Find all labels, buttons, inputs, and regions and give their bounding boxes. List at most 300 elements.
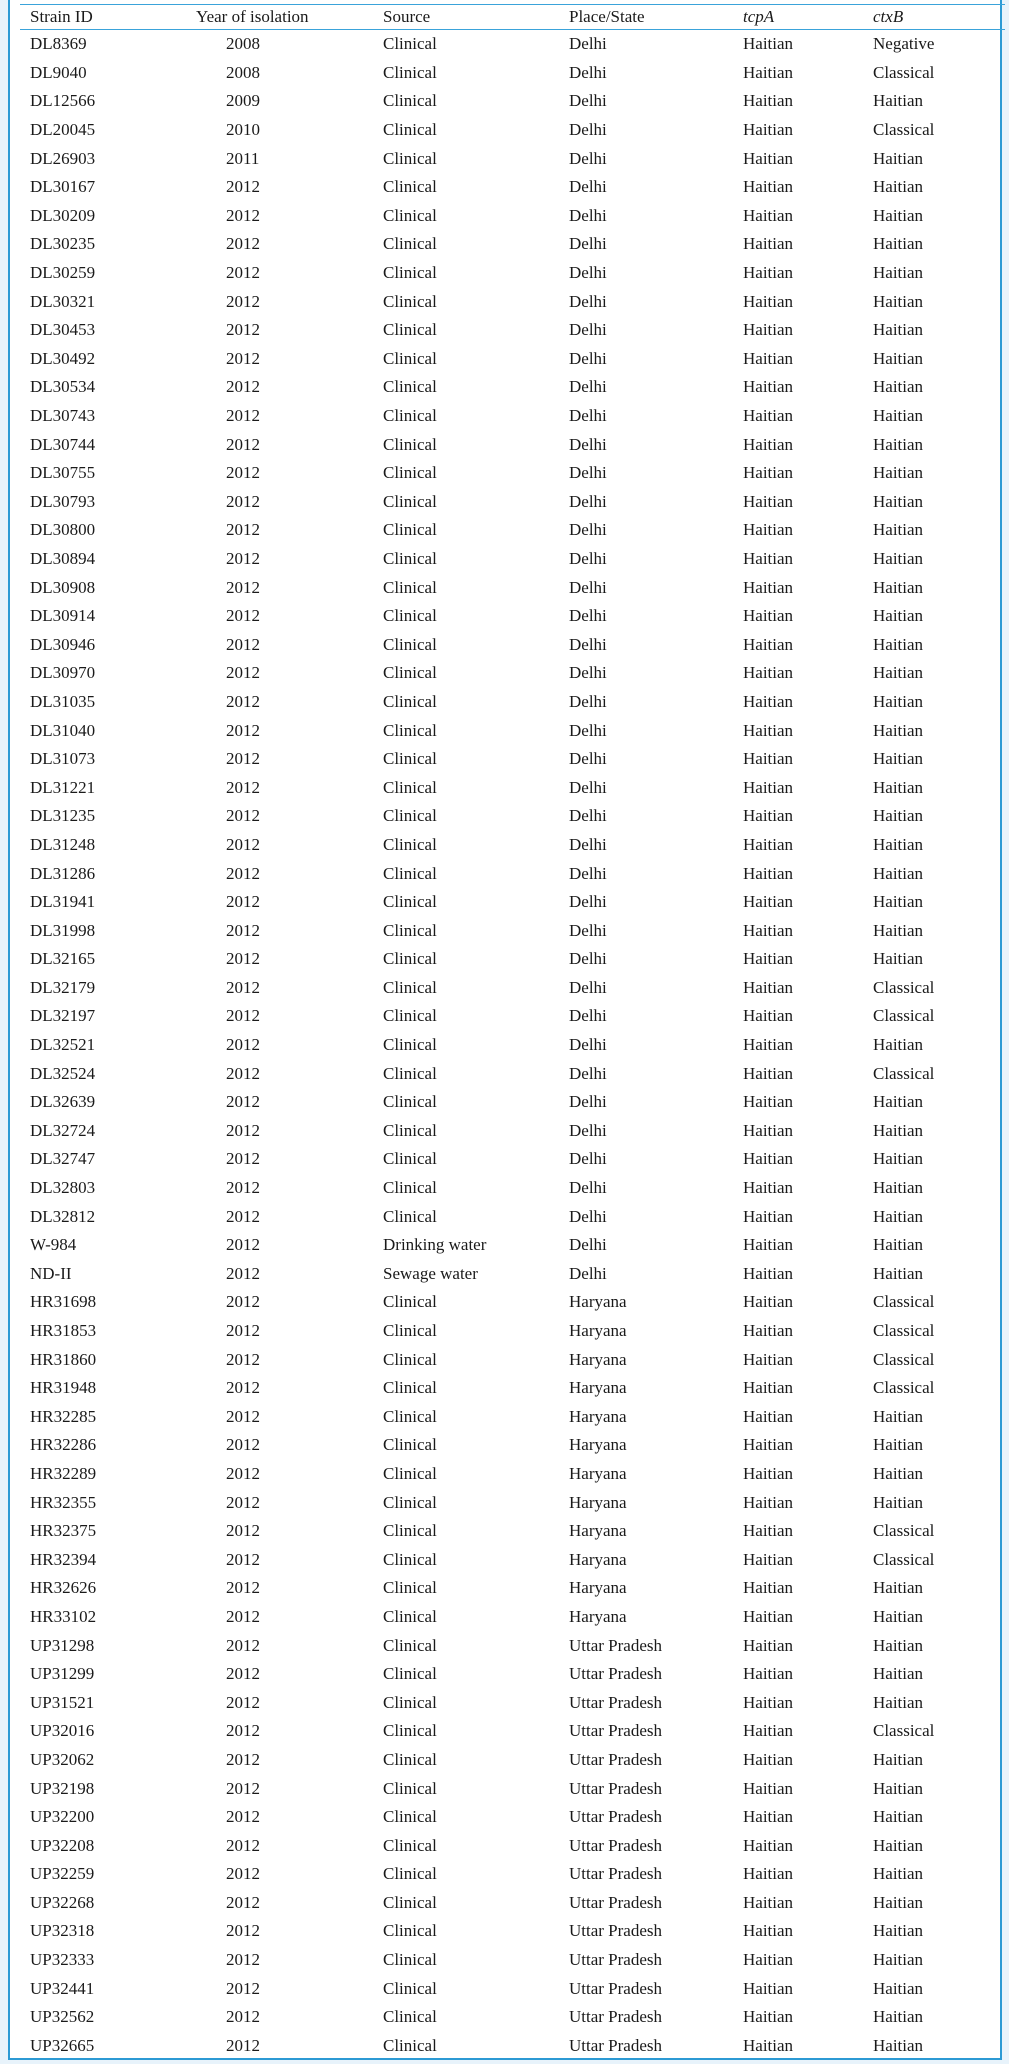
cell-year: 2012 [226, 406, 260, 426]
cell-tcpa: Haitian [743, 1892, 794, 1912]
table-row [20, 916, 1005, 945]
table-row [20, 859, 1005, 888]
cell-tcpa: Haitian [743, 834, 794, 854]
cell-ctxb: Haitian [873, 1892, 924, 1912]
cell-tcpa: Haitian [743, 234, 794, 254]
cell-year: 2012 [226, 1006, 260, 1026]
cell-strain-id: DL26903 [30, 148, 96, 168]
cell-place: Haryana [569, 1349, 627, 1369]
cell-tcpa: Haitian [743, 920, 794, 940]
table-row [20, 345, 1005, 374]
cell-ctxb: Classical [873, 1378, 935, 1398]
cell-ctxb: Haitian [873, 1406, 924, 1426]
cell-source: Clinical [383, 1321, 437, 1341]
cell-place: Delhi [569, 691, 607, 711]
cell-strain-id: HR32375 [30, 1521, 97, 1541]
cell-tcpa: Haitian [743, 1063, 794, 1083]
cell-tcpa: Haitian [743, 663, 794, 683]
cell-year: 2012 [226, 1321, 260, 1341]
cell-source: Clinical [383, 920, 437, 940]
cell-tcpa: Haitian [743, 1521, 794, 1541]
cell-place: Delhi [569, 777, 607, 797]
cell-source: Clinical [383, 491, 437, 511]
cell-ctxb: Classical [873, 1321, 935, 1341]
cell-strain-id: DL30743 [30, 406, 96, 426]
cell-year: 2012 [226, 377, 260, 397]
cell-source: Clinical [383, 634, 437, 654]
cell-place: Delhi [569, 1149, 607, 1169]
cell-ctxb: Haitian [873, 1435, 924, 1455]
table-row [20, 1603, 1005, 1632]
cell-tcpa: Haitian [743, 1721, 794, 1741]
cell-tcpa: Haitian [743, 1263, 794, 1283]
cell-strain-id: DL31998 [30, 920, 96, 940]
header-tcpa: tcpA [743, 5, 873, 30]
cell-place: Delhi [569, 749, 607, 769]
table-row [20, 373, 1005, 402]
cell-year: 2012 [226, 1406, 260, 1426]
cell-strain-id: DL32521 [30, 1035, 96, 1055]
cell-tcpa: Haitian [743, 892, 794, 912]
cell-ctxb: Haitian [873, 320, 924, 340]
cell-place: Haryana [569, 1606, 627, 1626]
cell-year: 2012 [226, 348, 260, 368]
cell-place: Uttar Pradesh [569, 1635, 663, 1655]
table-row [20, 602, 1005, 631]
cell-strain-id: DL30259 [30, 263, 96, 283]
cell-strain-id: DL32197 [30, 1006, 96, 1026]
table-row [20, 1374, 1005, 1403]
cell-strain-id: DL30453 [30, 320, 96, 340]
cell-tcpa: Haitian [743, 520, 794, 540]
cell-tcpa: Haitian [743, 1549, 794, 1569]
cell-ctxb: Classical [873, 1063, 935, 1083]
cell-source: Clinical [383, 463, 437, 483]
cell-tcpa: Haitian [743, 348, 794, 368]
cell-tcpa: Haitian [743, 120, 794, 140]
cell-ctxb: Haitian [873, 834, 924, 854]
cell-strain-id: DL8369 [30, 34, 87, 54]
cell-ctxb: Haitian [873, 1778, 924, 1798]
cell-ctxb: Haitian [873, 691, 924, 711]
table-row [20, 831, 1005, 860]
cell-place: Delhi [569, 606, 607, 626]
cell-year: 2012 [226, 548, 260, 568]
cell-tcpa: Haitian [743, 1921, 794, 1941]
cell-ctxb: Classical [873, 62, 935, 82]
table-row [20, 1145, 1005, 1174]
cell-place: Delhi [569, 320, 607, 340]
cell-source: Clinical [383, 1692, 437, 1712]
cell-tcpa: Haitian [743, 177, 794, 197]
cell-ctxb: Haitian [873, 949, 924, 969]
table-row [20, 1317, 1005, 1346]
cell-place: Delhi [569, 720, 607, 740]
table-row [20, 945, 1005, 974]
cell-strain-id: DL32812 [30, 1206, 96, 1226]
cell-source: Clinical [383, 1035, 437, 1055]
cell-strain-id: DL31040 [30, 720, 96, 740]
cell-source: Clinical [383, 2035, 437, 2055]
cell-ctxb: Haitian [873, 2007, 924, 2027]
cell-year: 2012 [226, 1521, 260, 1541]
cell-tcpa: Haitian [743, 977, 794, 997]
cell-strain-id: UP32198 [30, 1778, 95, 1798]
cell-place: Uttar Pradesh [569, 1721, 663, 1741]
table-row [20, 1059, 1005, 1088]
cell-source: Clinical [383, 1092, 437, 1112]
cell-strain-id: DL12566 [30, 91, 96, 111]
cell-ctxb: Classical [873, 1721, 935, 1741]
cell-tcpa: Haitian [743, 577, 794, 597]
cell-tcpa: Haitian [743, 863, 794, 883]
cell-ctxb: Classical [873, 1549, 935, 1569]
cell-source: Clinical [383, 91, 437, 111]
table-row [20, 459, 1005, 488]
cell-tcpa: Haitian [743, 749, 794, 769]
cell-tcpa: Haitian [743, 606, 794, 626]
table-row [20, 116, 1005, 145]
cell-place: Uttar Pradesh [569, 1749, 663, 1769]
cell-place: Delhi [569, 377, 607, 397]
cell-tcpa: Haitian [743, 463, 794, 483]
cell-place: Delhi [569, 892, 607, 912]
cell-place: Delhi [569, 120, 607, 140]
cell-place: Delhi [569, 205, 607, 225]
cell-strain-id: DL31221 [30, 777, 96, 797]
cell-source: Clinical [383, 749, 437, 769]
cell-place: Uttar Pradesh [569, 1778, 663, 1798]
table-row [20, 688, 1005, 717]
cell-source: Drinking water [383, 1235, 487, 1255]
table-row [20, 1202, 1005, 1231]
cell-source: Clinical [383, 1463, 437, 1483]
cell-strain-id: HR33102 [30, 1606, 97, 1626]
cell-ctxb: Haitian [873, 291, 924, 311]
cell-tcpa: Haitian [743, 1664, 794, 1684]
cell-strain-id: HR32286 [30, 1435, 97, 1455]
cell-tcpa: Haitian [743, 1035, 794, 1055]
cell-place: Delhi [569, 234, 607, 254]
cell-year: 2012 [226, 806, 260, 826]
cell-ctxb: Haitian [873, 777, 924, 797]
table-row [20, 974, 1005, 1003]
cell-source: Clinical [383, 1978, 437, 1998]
cell-strain-id: DL32724 [30, 1120, 96, 1140]
cell-strain-id: DL30946 [30, 634, 96, 654]
cell-source: Clinical [383, 434, 437, 454]
cell-tcpa: Haitian [743, 1292, 794, 1312]
cell-tcpa: Haitian [743, 263, 794, 283]
cell-place: Delhi [569, 491, 607, 511]
cell-source: Clinical [383, 949, 437, 969]
cell-ctxb: Haitian [873, 1149, 924, 1169]
cell-tcpa: Haitian [743, 1120, 794, 1140]
cell-strain-id: DL31035 [30, 691, 96, 711]
table-row [20, 1088, 1005, 1117]
cell-year: 2012 [226, 1378, 260, 1398]
cell-year: 2012 [226, 977, 260, 997]
cell-year: 2012 [226, 606, 260, 626]
cell-ctxb: Haitian [873, 1749, 924, 1769]
table-row [20, 2003, 1005, 2032]
cell-ctxb: Haitian [873, 91, 924, 111]
cell-tcpa: Haitian [743, 1006, 794, 1026]
cell-source: Clinical [383, 548, 437, 568]
cell-place: Uttar Pradesh [569, 1892, 663, 1912]
cell-strain-id: UP31299 [30, 1664, 95, 1684]
cell-place: Haryana [569, 1406, 627, 1426]
cell-tcpa: Haitian [743, 434, 794, 454]
cell-source: Clinical [383, 320, 437, 340]
cell-strain-id: UP32062 [30, 1749, 95, 1769]
cell-strain-id: DL32524 [30, 1063, 96, 1083]
cell-strain-id: UP32208 [30, 1835, 95, 1855]
cell-ctxb: Negative [873, 34, 935, 54]
cell-strain-id: DL30167 [30, 177, 96, 197]
table-row [20, 1746, 1005, 1775]
cell-tcpa: Haitian [743, 1406, 794, 1426]
cell-strain-id: DL30492 [30, 348, 96, 368]
table-row [20, 259, 1005, 288]
cell-strain-id: DL32803 [30, 1178, 96, 1198]
cell-year: 2012 [226, 1120, 260, 1140]
cell-year: 2012 [226, 520, 260, 540]
cell-strain-id: HR31853 [30, 1321, 97, 1341]
cell-year: 2012 [226, 491, 260, 511]
cell-tcpa: Haitian [743, 406, 794, 426]
cell-place: Uttar Pradesh [569, 1921, 663, 1941]
table-row [20, 87, 1005, 116]
cell-place: Haryana [569, 1578, 627, 1598]
table-row [20, 545, 1005, 574]
cell-year: 2012 [226, 1978, 260, 1998]
cell-ctxb: Haitian [873, 406, 924, 426]
cell-year: 2012 [226, 1092, 260, 1112]
cell-tcpa: Haitian [743, 691, 794, 711]
cell-source: Clinical [383, 1063, 437, 1083]
cell-tcpa: Haitian [743, 777, 794, 797]
cell-strain-id: HR32394 [30, 1549, 97, 1569]
cell-source: Clinical [383, 720, 437, 740]
cell-year: 2012 [226, 1606, 260, 1626]
cell-ctxb: Haitian [873, 1664, 924, 1684]
table-row [20, 1031, 1005, 1060]
table-row [20, 1231, 1005, 1260]
cell-ctxb: Haitian [873, 1606, 924, 1626]
cell-place: Uttar Pradesh [569, 1950, 663, 1970]
cell-place: Delhi [569, 1235, 607, 1255]
cell-ctxb: Haitian [873, 1463, 924, 1483]
cell-year: 2012 [226, 1749, 260, 1769]
cell-tcpa: Haitian [743, 1492, 794, 1512]
cell-ctxb: Haitian [873, 577, 924, 597]
cell-tcpa: Haitian [743, 1206, 794, 1226]
cell-year: 2012 [226, 1864, 260, 1884]
table-row [20, 1660, 1005, 1689]
table-row [20, 516, 1005, 545]
cell-source: Clinical [383, 1721, 437, 1741]
table-row [20, 773, 1005, 802]
cell-ctxb: Haitian [873, 1807, 924, 1827]
table-container [8, 0, 1002, 2060]
cell-place: Uttar Pradesh [569, 1692, 663, 1712]
cell-ctxb: Haitian [873, 548, 924, 568]
cell-source: Clinical [383, 148, 437, 168]
cell-source: Clinical [383, 663, 437, 683]
cell-place: Delhi [569, 1178, 607, 1198]
cell-tcpa: Haitian [743, 491, 794, 511]
table-row [20, 430, 1005, 459]
cell-source: Clinical [383, 2007, 437, 2027]
cell-source: Clinical [383, 1349, 437, 1369]
cell-place: Delhi [569, 62, 607, 82]
table-row [20, 573, 1005, 602]
cell-ctxb: Haitian [873, 2035, 924, 2055]
cell-source: Clinical [383, 1606, 437, 1626]
cell-strain-id: DL30914 [30, 606, 96, 626]
cell-tcpa: Haitian [743, 1864, 794, 1884]
cell-strain-id: DL32179 [30, 977, 96, 997]
table-row [20, 287, 1005, 316]
header-ctxb: ctxB [873, 5, 1005, 30]
cell-tcpa: Haitian [743, 1950, 794, 1970]
cell-place: Delhi [569, 663, 607, 683]
cell-strain-id: UP32441 [30, 1978, 95, 1998]
cell-tcpa: Haitian [743, 720, 794, 740]
cell-strain-id: DL31235 [30, 806, 96, 826]
cell-year: 2012 [226, 1235, 260, 1255]
cell-source: Clinical [383, 1549, 437, 1569]
cell-tcpa: Haitian [743, 34, 794, 54]
table-row [20, 1574, 1005, 1603]
cell-year: 2012 [226, 234, 260, 254]
cell-place: Haryana [569, 1463, 627, 1483]
cell-year: 2012 [226, 1950, 260, 1970]
cell-place: Delhi [569, 577, 607, 597]
cell-ctxb: Haitian [873, 463, 924, 483]
cell-year: 2012 [226, 1206, 260, 1226]
cell-ctxb: Classical [873, 1006, 935, 1026]
cell-tcpa: Haitian [743, 320, 794, 340]
cell-source: Clinical [383, 1006, 437, 1026]
cell-year: 2008 [226, 62, 260, 82]
cell-ctxb: Haitian [873, 1035, 924, 1055]
cell-strain-id: UP32259 [30, 1864, 95, 1884]
cell-year: 2012 [226, 2035, 260, 2055]
cell-source: Clinical [383, 1807, 437, 1827]
cell-year: 2012 [226, 1578, 260, 1598]
cell-place: Haryana [569, 1321, 627, 1341]
strain-table [20, 4, 1005, 2060]
cell-source: Clinical [383, 1835, 437, 1855]
cell-year: 2010 [226, 120, 260, 140]
cell-year: 2012 [226, 892, 260, 912]
cell-strain-id: UP32200 [30, 1807, 95, 1827]
cell-ctxb: Haitian [873, 892, 924, 912]
cell-source: Clinical [383, 205, 437, 225]
cell-year: 2012 [226, 1492, 260, 1512]
cell-place: Uttar Pradesh [569, 1835, 663, 1855]
cell-place: Delhi [569, 920, 607, 940]
cell-ctxb: Haitian [873, 348, 924, 368]
cell-strain-id: DL32165 [30, 949, 96, 969]
cell-source: Clinical [383, 520, 437, 540]
cell-strain-id: UP31521 [30, 1692, 95, 1712]
cell-source: Clinical [383, 377, 437, 397]
table-row [20, 1946, 1005, 1975]
cell-year: 2012 [226, 291, 260, 311]
cell-source: Clinical [383, 62, 437, 82]
cell-place: Delhi [569, 148, 607, 168]
cell-strain-id: W-984 [30, 1235, 77, 1255]
cell-place: Haryana [569, 1521, 627, 1541]
cell-place: Delhi [569, 1006, 607, 1026]
cell-year: 2012 [226, 777, 260, 797]
cell-year: 2012 [226, 691, 260, 711]
cell-year: 2012 [226, 1035, 260, 1055]
table-row [20, 888, 1005, 917]
cell-source: Clinical [383, 1578, 437, 1598]
cell-source: Clinical [383, 1492, 437, 1512]
cell-place: Delhi [569, 834, 607, 854]
cell-year: 2012 [226, 1063, 260, 1083]
header-place: Place/State [569, 5, 743, 30]
cell-source: Clinical [383, 1435, 437, 1455]
table-row [20, 1174, 1005, 1203]
cell-strain-id: DL30793 [30, 491, 96, 511]
cell-ctxb: Haitian [873, 634, 924, 654]
table-row [20, 1974, 1005, 2003]
cell-source: Clinical [383, 1149, 437, 1169]
table-row [20, 1260, 1005, 1289]
cell-year: 2012 [226, 863, 260, 883]
cell-year: 2012 [226, 663, 260, 683]
cell-source: Clinical [383, 1664, 437, 1684]
cell-tcpa: Haitian [743, 1635, 794, 1655]
cell-ctxb: Haitian [873, 148, 924, 168]
cell-ctxb: Haitian [873, 606, 924, 626]
cell-tcpa: Haitian [743, 1749, 794, 1769]
header-row [20, 5, 1005, 30]
cell-ctxb: Haitian [873, 491, 924, 511]
cell-ctxb: Haitian [873, 920, 924, 940]
cell-place: Delhi [569, 520, 607, 540]
table-row [20, 402, 1005, 431]
table-header [20, 5, 1005, 30]
cell-source: Clinical [383, 34, 437, 54]
cell-tcpa: Haitian [743, 1378, 794, 1398]
table-row [20, 1403, 1005, 1432]
cell-ctxb: Classical [873, 1521, 935, 1541]
cell-strain-id: DL31941 [30, 892, 96, 912]
table-row [20, 1460, 1005, 1489]
cell-source: Clinical [383, 348, 437, 368]
table-row [20, 659, 1005, 688]
cell-source: Clinical [383, 1950, 437, 1970]
cell-strain-id: DL30321 [30, 291, 96, 311]
cell-ctxb: Haitian [873, 1263, 924, 1283]
cell-ctxb: Haitian [873, 234, 924, 254]
cell-place: Haryana [569, 1549, 627, 1569]
cell-year: 2012 [226, 1549, 260, 1569]
cell-tcpa: Haitian [743, 1235, 794, 1255]
cell-year: 2009 [226, 91, 260, 111]
table-row [20, 1517, 1005, 1546]
table-row [20, 30, 1005, 59]
cell-ctxb: Haitian [873, 520, 924, 540]
cell-year: 2012 [226, 634, 260, 654]
